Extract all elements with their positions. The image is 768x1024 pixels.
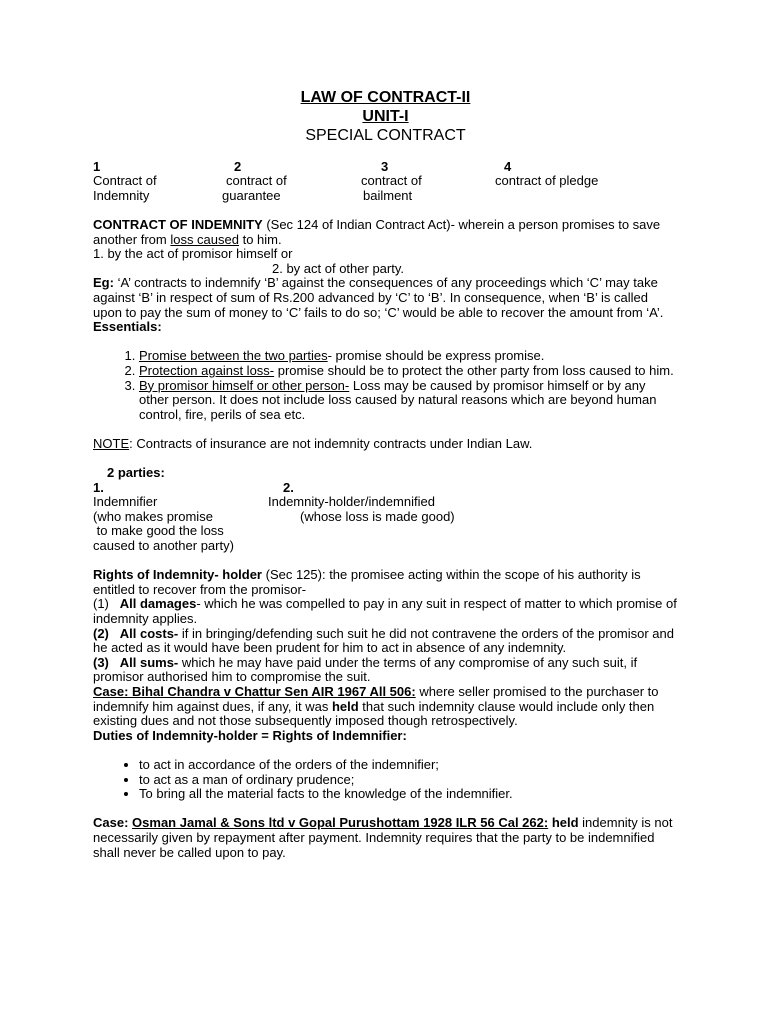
rights-item: (2) All costs- if in bringing/defending such suit he did not contravene the orders of the promisor and he acted as it would have been prudent for him to act in absence of any indemnity. xyxy=(93,625,675,656)
type-label: bailment xyxy=(363,187,413,203)
by-act-2: 2. by act of other party. xyxy=(272,260,404,276)
list-item: 2. Protection against loss- promise should be to protect the other party from loss caused to him. xyxy=(139,364,678,379)
duties-heading: Duties of Indemnity-holder = Rights of Indemnifier: xyxy=(93,727,407,743)
indemnity-definition: CONTRACT OF INDEMNITY (Sec 124 of Indian Contract Act)- wherein a person promises to save another from loss caused to him. xyxy=(93,216,661,247)
list-item: 1. Promise between the two parties- promise should be express promise. xyxy=(139,349,678,364)
party-description: to make good the loss xyxy=(93,523,224,539)
case-citation: Case: Bihal Chandra v Chattur Sen AIR 1967 All 506: xyxy=(93,683,416,699)
document-page xyxy=(93,88,678,860)
example-label: Eg: xyxy=(93,275,114,291)
type-label: Contract of xyxy=(93,173,157,189)
types-number-row xyxy=(93,160,678,175)
type-number: 3 xyxy=(381,158,389,174)
party-indemnifier: Indemnifier xyxy=(93,494,158,510)
duties-list xyxy=(93,758,678,802)
list-item: • to act as a man of ordinary prudence; xyxy=(139,773,678,788)
type-label: guarantee xyxy=(222,187,281,203)
party-number: 2. xyxy=(283,479,294,495)
party-indemnity-holder: Indemnity-holder/indemnified xyxy=(268,494,435,510)
case-bihal-chandra: Case: Bihal Chandra v Chattur Sen AIR 1967 All 506: where seller promised to the purchaser to indemnify him against dues, if any, it was held that such indemnity clause would include only then existing dues and not those subsequently imposed though retrospectively. xyxy=(93,683,659,729)
types-row-1 xyxy=(93,174,678,189)
rights-item: (1) All damages- which he was compelled to pay in any suit in respect of matter to which promise of indemnity applies. xyxy=(93,596,677,626)
rights-heading: Rights of Indemnity- holder xyxy=(93,567,262,583)
essentials-heading: Essentials: xyxy=(93,319,162,335)
by-act-1: 1. by the act of promisor himself or xyxy=(93,246,293,262)
insurance-note: NOTE: Contracts of insurance are not indemnity contracts under Indian Law. xyxy=(93,435,533,451)
note-label: NOTE xyxy=(93,435,130,451)
topic-title: SPECIAL CONTRACT xyxy=(305,127,466,144)
indemnity-heading: CONTRACT OF INDEMNITY xyxy=(93,216,263,232)
list-item: 3. By promisor himself or other person- Loss may be caused by promisor himself or by any other person. It does not include loss caused by natural reasons which are beyond human control, fire, perils of sea etc. xyxy=(139,379,678,423)
loss-caused-term: loss caused xyxy=(170,231,239,247)
type-label: Indemnity xyxy=(93,187,150,203)
rights-paragraph: Rights of Indemnity- holder (Sec 125): the promisee acting within the scope of his authority is entitled to recover from the promisor- xyxy=(93,567,641,597)
type-label: contract of pledge xyxy=(495,173,599,189)
party-number: 1. xyxy=(93,479,104,495)
title-block xyxy=(93,88,678,145)
parties-heading: 2 parties: xyxy=(107,465,165,481)
type-number: 1 xyxy=(93,158,101,174)
contract-types-table xyxy=(93,160,678,204)
case-citation: Osman Jamal & Sons ltd v Gopal Purushottam 1928 ILR 56 Cal 262: xyxy=(132,815,549,831)
course-title: LAW OF CONTRACT-II xyxy=(300,89,471,106)
parties-table xyxy=(93,481,678,554)
type-number: 2 xyxy=(234,158,242,174)
list-item: • to act in accordance of the orders of the indemnifier; xyxy=(139,758,678,773)
essentials-list xyxy=(93,349,678,422)
type-number: 4 xyxy=(504,158,512,174)
type-label: contract of xyxy=(361,173,422,189)
list-item: • To bring all the material facts to the knowledge of the indemnifier. xyxy=(139,787,678,802)
party-description: (whose loss is made good) xyxy=(300,508,455,524)
rights-item: (3) All sums- which he may have paid under the terms of any compromise of any such suit, if promisor authorised him to compromise the suit. xyxy=(93,654,638,685)
party-description: caused to another party) xyxy=(93,538,234,554)
case-osman-jamal: Case: Osman Jamal & Sons ltd v Gopal Purushottam 1928 ILR 56 Cal 262: held indemnity is not necessarily given by repayment after payment. Indemnity requires that the party to be indemnified shall never be called upon to pay. xyxy=(93,815,673,860)
types-row-2 xyxy=(93,189,678,204)
type-label: contract of xyxy=(226,173,287,189)
unit-title: UNIT-I xyxy=(362,108,409,125)
case-label: Case: xyxy=(93,815,129,831)
party-description: (who makes promise xyxy=(93,508,213,524)
example-paragraph: Eg: ‘A’ contracts to indemnify ‘B’ against the consequences of any proceedings which ‘C’ may take against ‘B’ in respect of sum of Rs.200 advanced by ‘C’ to ‘B’. In consequence, when ‘B’ is called upon to pay the sum of money to ‘C’ fails to do so; ‘C’ would be able to recover the amount from ‘A’. xyxy=(93,275,664,320)
